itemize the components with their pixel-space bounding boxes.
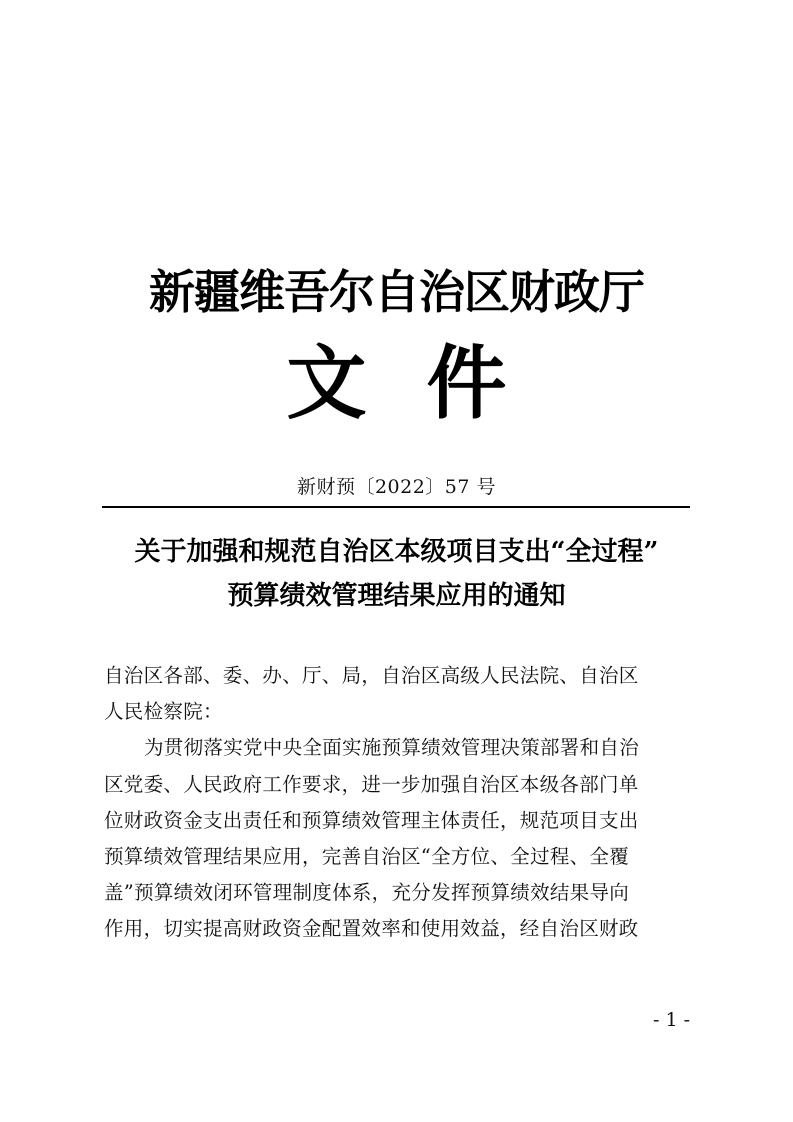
addressee-line-2: 人民检察院： [104,700,223,724]
document-number: 新财预〔2022〕57 号 [296,476,497,498]
document-body [104,658,694,948]
document-title [0,530,793,618]
paragraph-line-6: 作用，切实提高财政资金配置效率和使用效益，经自治区财政 [104,917,639,941]
issuing-agency: 新疆维吾尔自治区财政厅 [149,265,644,319]
header-divider [102,506,690,508]
paragraph-line-2: 区党委、人民政府工作要求，进一步加强自治区本级各部门单 [104,772,639,796]
paragraph-line-3: 位财政资金支出责任和预算绩效管理主体责任，规范项目支出 [104,808,639,832]
paragraph-line-1: 为贯彻落实党中央全面实施预算绩效管理决策部署和自治 [144,736,640,760]
page-number: - 1 - [652,1009,690,1031]
addressee-line-1: 自治区各部、委、办、厅、局，自治区高级人民法院、自治区 [104,664,639,687]
title-line-2: 预算绩效管理结果应用的通知 [227,581,566,611]
document-type: 文件 [286,337,567,430]
paragraph-line-4: 预算绩效管理结果应用，完善自治区“全方位、全过程、全覆 [104,845,630,869]
title-line-1: 关于加强和规范自治区本级项目支出“全过程” [134,537,659,567]
paragraph-line-5: 盖”预算绩效闭环管理制度体系，充分发挥预算绩效结果导向 [104,881,630,905]
